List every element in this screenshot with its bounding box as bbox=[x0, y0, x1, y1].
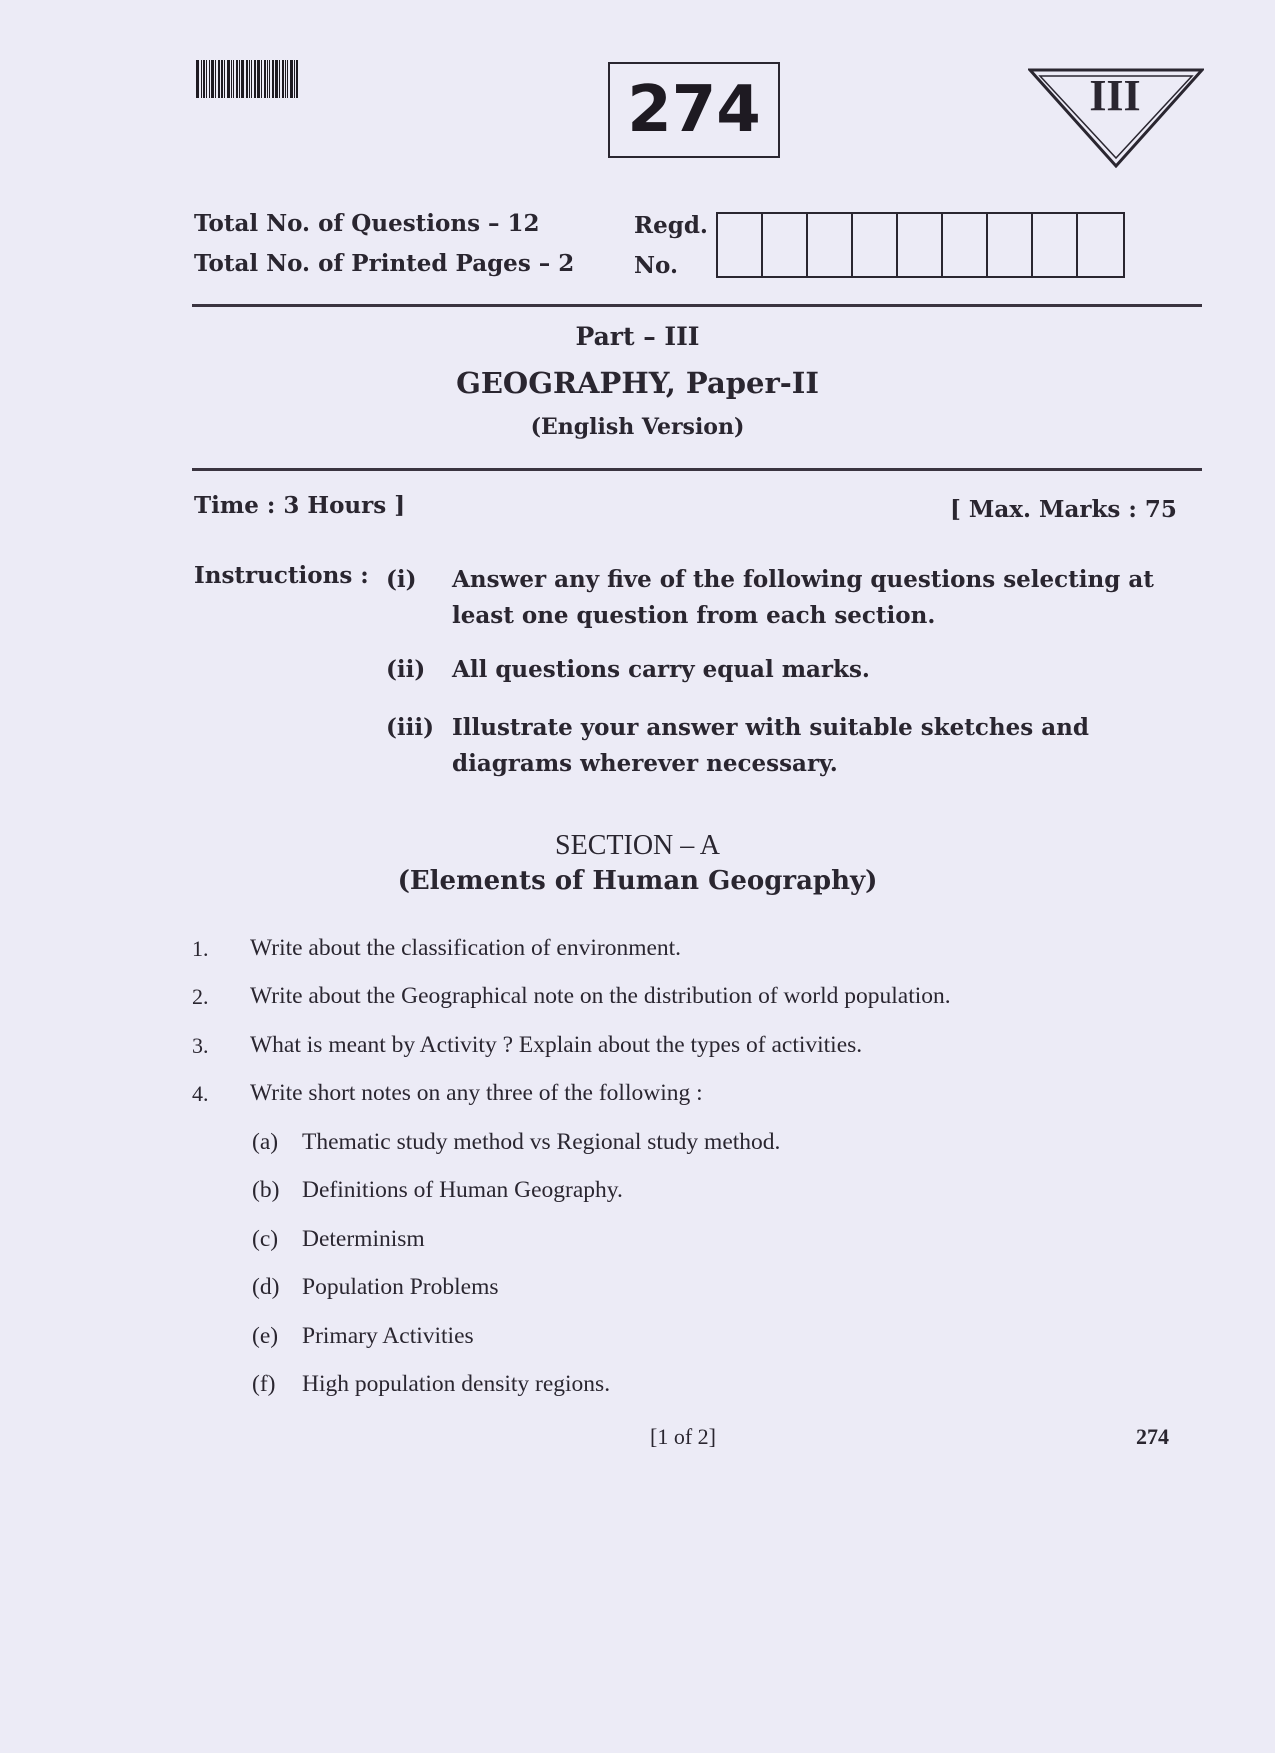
subitem-text: Primary Activities bbox=[302, 1323, 474, 1349]
max-marks: [ Max. Marks : 75 bbox=[950, 496, 1177, 523]
barcode-bar bbox=[211, 60, 214, 98]
instruction-number: (iii) bbox=[386, 714, 434, 741]
instruction-number: (ii) bbox=[386, 656, 426, 683]
section-subtitle: (Elements of Human Geography) bbox=[397, 866, 878, 896]
barcode-bar bbox=[254, 60, 256, 98]
barcode-bar bbox=[218, 60, 220, 98]
subitem-label: (a) bbox=[252, 1129, 279, 1155]
subitem-label: (f) bbox=[252, 1371, 276, 1397]
instructions-label: Instructions : bbox=[194, 562, 369, 589]
subitem-text: High population density regions. bbox=[302, 1371, 611, 1397]
instruction-number: (i) bbox=[386, 566, 417, 593]
version-label: (English Version) bbox=[530, 414, 745, 440]
barcode-bar bbox=[294, 60, 295, 98]
barcode-bar bbox=[261, 60, 262, 98]
barcode-bar bbox=[215, 60, 216, 98]
instruction-text bbox=[452, 562, 1192, 634]
barcode-bar bbox=[275, 60, 278, 98]
barcode-bar bbox=[224, 60, 225, 98]
barcode-bar bbox=[279, 60, 280, 98]
barcode-bar bbox=[231, 60, 232, 98]
paper-code-box: 274 bbox=[608, 62, 780, 158]
barcode-bar bbox=[196, 60, 199, 98]
barcode-bar bbox=[257, 60, 260, 98]
barcode-bar bbox=[267, 60, 268, 98]
part-title: Part – III bbox=[575, 322, 700, 351]
instruction-text: All questions carry equal marks. bbox=[452, 656, 870, 683]
section-title: SECTION – A bbox=[555, 830, 720, 861]
question-number: 2. bbox=[192, 984, 209, 1009]
barcode-bar bbox=[203, 60, 205, 98]
barcode-bar bbox=[236, 60, 238, 98]
barcode-bar bbox=[201, 60, 202, 98]
barcode-bar bbox=[285, 60, 286, 98]
subitem-label: (e) bbox=[252, 1323, 279, 1349]
total-pages: Total No. of Printed Pages – 2 bbox=[194, 250, 575, 277]
question-number: 3. bbox=[192, 1033, 209, 1058]
barcode-bar bbox=[227, 60, 230, 98]
instruction-line: diagrams wherever necessary. bbox=[452, 750, 838, 777]
instruction-text bbox=[452, 710, 1192, 782]
regd-digit-box[interactable] bbox=[718, 214, 763, 276]
barcode-bar bbox=[290, 60, 293, 98]
instruction-line: least one question from each section. bbox=[452, 602, 936, 629]
barcode-bar bbox=[221, 60, 223, 98]
barcode-bar bbox=[209, 60, 210, 98]
subitem-text: Population Problems bbox=[302, 1274, 499, 1300]
barcode-bar bbox=[296, 60, 298, 98]
subitem-text: Determinism bbox=[302, 1226, 425, 1252]
question-number: 1. bbox=[192, 936, 209, 961]
subitem-label: (b) bbox=[252, 1177, 280, 1203]
instruction-line: Answer any five of the following questions selecting at bbox=[452, 566, 1154, 593]
subitem-text: Thematic study method vs Regional study method. bbox=[302, 1129, 781, 1155]
divider-mid bbox=[192, 468, 1202, 471]
barcode-bar bbox=[269, 60, 270, 98]
part-mark: III bbox=[1089, 71, 1141, 120]
no-label: No. bbox=[634, 252, 678, 279]
question-text: Write short notes on any three of the following : bbox=[250, 1080, 703, 1106]
barcode-bar bbox=[249, 60, 250, 98]
question-text: Write about the Geographical note on the distribution of world population. bbox=[250, 983, 951, 1009]
barcode-bar bbox=[206, 60, 207, 98]
barcode-bar bbox=[246, 60, 248, 98]
question-text: What is meant by Activity ? Explain about the types of activities. bbox=[250, 1032, 863, 1058]
regd-digit-box[interactable] bbox=[853, 214, 898, 276]
subitem-label: (c) bbox=[252, 1226, 279, 1252]
regd-digit-box[interactable] bbox=[1078, 214, 1123, 276]
time-allowed: Time : 3 Hours ] bbox=[194, 492, 406, 519]
divider-top bbox=[192, 304, 1202, 307]
question-text: Write about the classification of environment. bbox=[250, 935, 682, 961]
barcode-graphic bbox=[196, 60, 306, 98]
barcode-bar bbox=[241, 60, 244, 98]
barcode-bar bbox=[264, 60, 266, 98]
regd-digit-box[interactable] bbox=[763, 214, 808, 276]
instruction-line: Illustrate your answer with suitable sketches and bbox=[452, 714, 1089, 741]
footer-paper-code: 274 bbox=[1136, 1424, 1169, 1449]
barcode-bar bbox=[251, 60, 252, 98]
barcode-bar bbox=[239, 60, 240, 98]
page-indicator: [1 of 2] bbox=[650, 1424, 716, 1449]
barcode-bar bbox=[282, 60, 284, 98]
subitem-text: Definitions of Human Geography. bbox=[302, 1177, 623, 1203]
registration-number-boxes[interactable] bbox=[716, 212, 1125, 278]
regd-digit-box[interactable] bbox=[1033, 214, 1078, 276]
subitem-label: (d) bbox=[252, 1274, 280, 1300]
total-questions: Total No. of Questions – 12 bbox=[194, 210, 540, 237]
question-number: 4. bbox=[192, 1081, 209, 1106]
regd-digit-box[interactable] bbox=[988, 214, 1033, 276]
barcode-bar bbox=[287, 60, 288, 98]
regd-digit-box[interactable] bbox=[943, 214, 988, 276]
subject-title: GEOGRAPHY, Paper-II bbox=[456, 366, 819, 400]
regd-digit-box[interactable] bbox=[808, 214, 853, 276]
barcode-bar bbox=[233, 60, 234, 98]
regd-label: Regd. bbox=[634, 212, 708, 239]
barcode-bar bbox=[272, 60, 274, 98]
regd-digit-box[interactable] bbox=[898, 214, 943, 276]
